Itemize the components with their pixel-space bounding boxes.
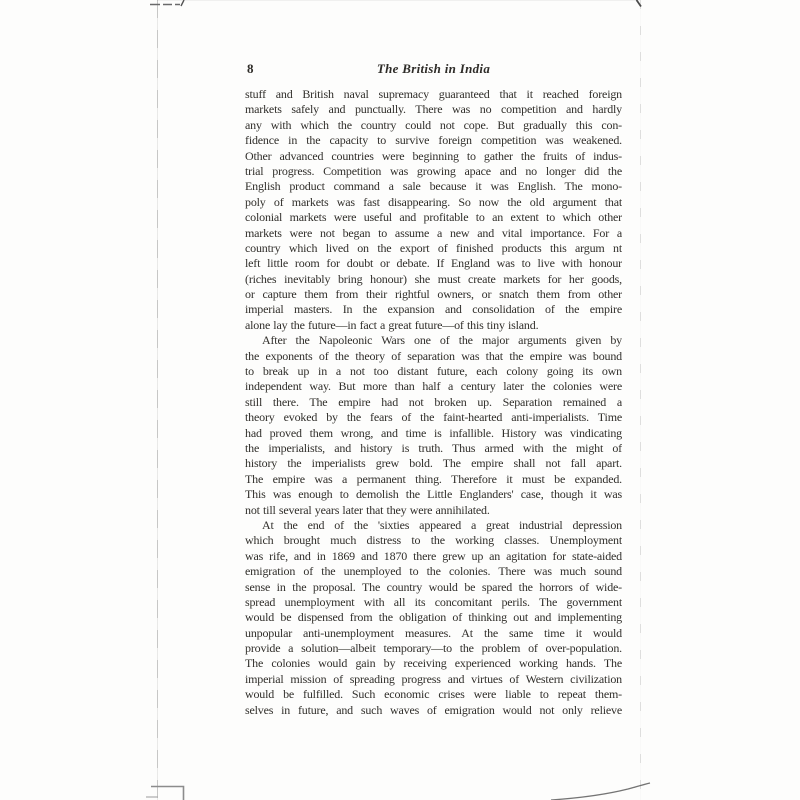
text-line: (riches inevitably bring honour) she must create markets for her goods, [245, 271, 622, 286]
text-line: markets were not began to assume a new and vital importance. For a [245, 225, 622, 240]
paragraph [245, 518, 622, 718]
text-line: selves in future, and such waves of emigration would not only relieve [245, 702, 622, 717]
page-curl-mark-bottom-right [551, 783, 650, 800]
text-line: not till several years later that they were annihilated. [245, 502, 490, 517]
text-line: independent way. But more than half a century later the colonies were [245, 379, 622, 394]
text-line: unpopular anti-unemployment measures. At the same time it would [245, 625, 622, 640]
page-edge-left-line [157, 0, 158, 800]
text-line: provide a solution—albeit temporary—to the problem of over-population. [245, 641, 622, 656]
paragraph [245, 333, 622, 518]
text-line: imperial mission of spreading progress and virtues of Western civilization [245, 671, 622, 686]
text-line: spread unemployment with all its concomitant perils. The government [245, 594, 622, 609]
text-line: At the end of the 'sixties appeared a great industrial depression [262, 517, 622, 532]
text-line: poly of markets was fast disappearing. So now the old argument that [245, 194, 622, 209]
text-line: After the Napoleonic Wars one of the major arguments given by [262, 333, 622, 348]
text-line: English product command a sale because it was English. The mono- [245, 179, 622, 194]
running-header [245, 61, 622, 77]
page-edge-right-line [640, 0, 641, 800]
text-line: Other advanced countries were beginning to gather the fruits of indus- [245, 148, 622, 163]
text-line: was rife, and in 1869 and 1870 there grew up an agitation for state-aided [245, 548, 622, 563]
text-line: markets safely and punctually. There was no competition and hardly [245, 102, 622, 117]
text-line: This was enough to demolish the Little Englanders' case, though it was [245, 487, 622, 502]
text-line: trial progress. Competition was growing apace and no longer did the [245, 163, 622, 178]
running-title: The British in India [376, 61, 491, 76]
text-line: stuff and British naval supremacy guaranteed that it reached foreign [245, 87, 622, 101]
text-line: alone lay the future—in fact a great future—of this tiny island. [245, 317, 539, 332]
text-line: The empire was a permanent thing. Therefore it must be expanded. [245, 471, 622, 486]
text-line: history the imperialists grew bold. The empire shall not fall apart. [245, 456, 622, 471]
text-line: would be fulfilled. Such economic crises were liable to repeat them- [245, 687, 622, 702]
text-line: fidence in the capacity to survive foreign competition was weakened. [245, 133, 622, 148]
text-line: the exponents of the theory of separation was that the empire was bound [245, 348, 622, 363]
text-line: sense in the proposal. The country would be spared the horrors of wide- [245, 579, 622, 594]
scan-top-hairline [157, 0, 640, 1]
text-line: colonial markets were useful and profitable to an extent to which other [245, 210, 622, 225]
text-line: theory evoked by the fears of the faint-hearted anti-imperialists. Time [245, 410, 622, 425]
text-line: emigration of the unemployed to the colonies. There was much sound [245, 564, 622, 579]
page-number: 8 [247, 61, 254, 76]
page-body [245, 87, 622, 718]
text-line: imperial masters. In the expansion and consolidation of the empire [245, 302, 622, 317]
text-line: had proved them wrong, and time is infallible. History was vindicating [245, 425, 622, 440]
scan-mark-bottom-left [146, 787, 184, 800]
text-line: the imperialists, and history is truth. Thus armed with the might of [245, 440, 622, 455]
text-line: to break up in a not too distant future, each colony going its own [245, 364, 622, 379]
text-line: any with which the country could not cope. But gradually this con- [245, 117, 622, 132]
text-line: or capture them from their rightful owners, or snatch them from other [245, 287, 622, 302]
text-line: still there. The empire had not broken up. Separation remained a [245, 394, 622, 409]
text-line: country which lived on the export of finished products this argum nt [245, 240, 622, 255]
text-line: would be dispensed from the obligation of thinking out and implementing [245, 610, 622, 625]
text-line: The colonies would gain by receiving experienced working hands. The [245, 656, 622, 671]
text-line: which brought much distress to the working classes. Unemployment [245, 533, 622, 548]
paragraph [245, 87, 622, 333]
text-line: left little room for doubt or debate. If England was to live with honour [245, 256, 622, 271]
